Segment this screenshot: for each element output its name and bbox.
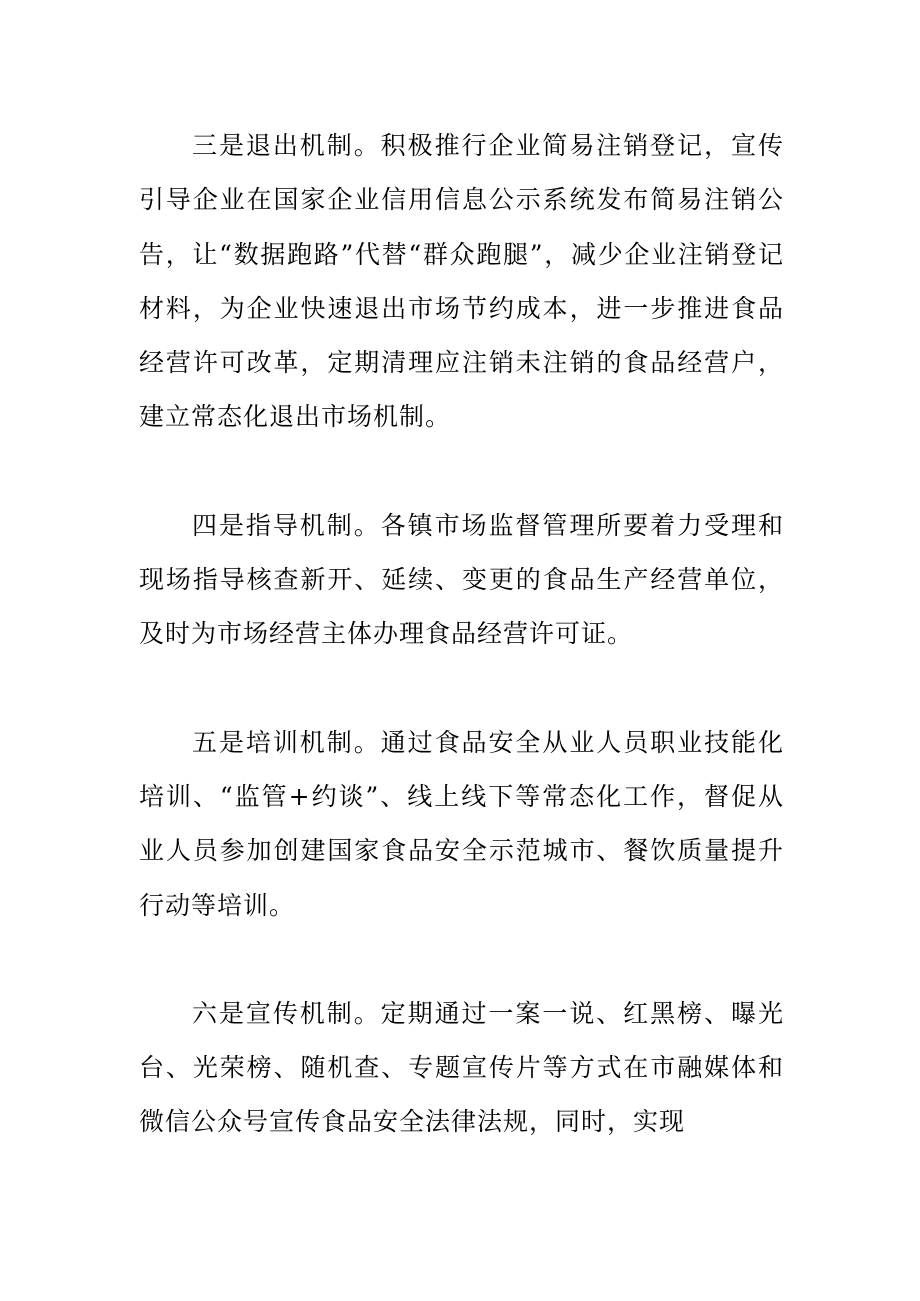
document-body <box>139 119 784 1204</box>
paragraph-guidance-mechanism: 四是指导机制。各镇市场监督管理所要着力受理和现场指导核查新开、延续、变更的食品生产经营单位，及时为市场经营主体办理食品经营许可证。 <box>139 510 784 649</box>
paragraph-training-mechanism: 五是培训机制。通过食品安全从业人员职业技能化培训、“监管+约谈”、线上线下等常态化工作，督促从业人员参加创建国家食品安全示范城市、餐饮质量提升行动等培训。 <box>139 727 784 920</box>
paragraph-exit-mechanism: 三是退出机制。积极推行企业简易注销登记，宣传引导企业在国家企业信用信息公示系统发布简易注销公告，让“数据跑路”代替“群众跑腿”，减少企业注销登记材料，为企业快速退出市场节约成本，进一步推进食品经营许可改革，定期清理应注销未注销的食品经营户，建立常态化退出市场机制。 <box>139 131 784 432</box>
paragraph-publicity-mechanism: 六是宣传机制。定期通过一案一说、红黑榜、曝光台、光荣榜、随机查、专题宣传片等方式在市融媒体和微信公众号宣传食品安全法律法规，同时，实现 <box>139 998 784 1137</box>
